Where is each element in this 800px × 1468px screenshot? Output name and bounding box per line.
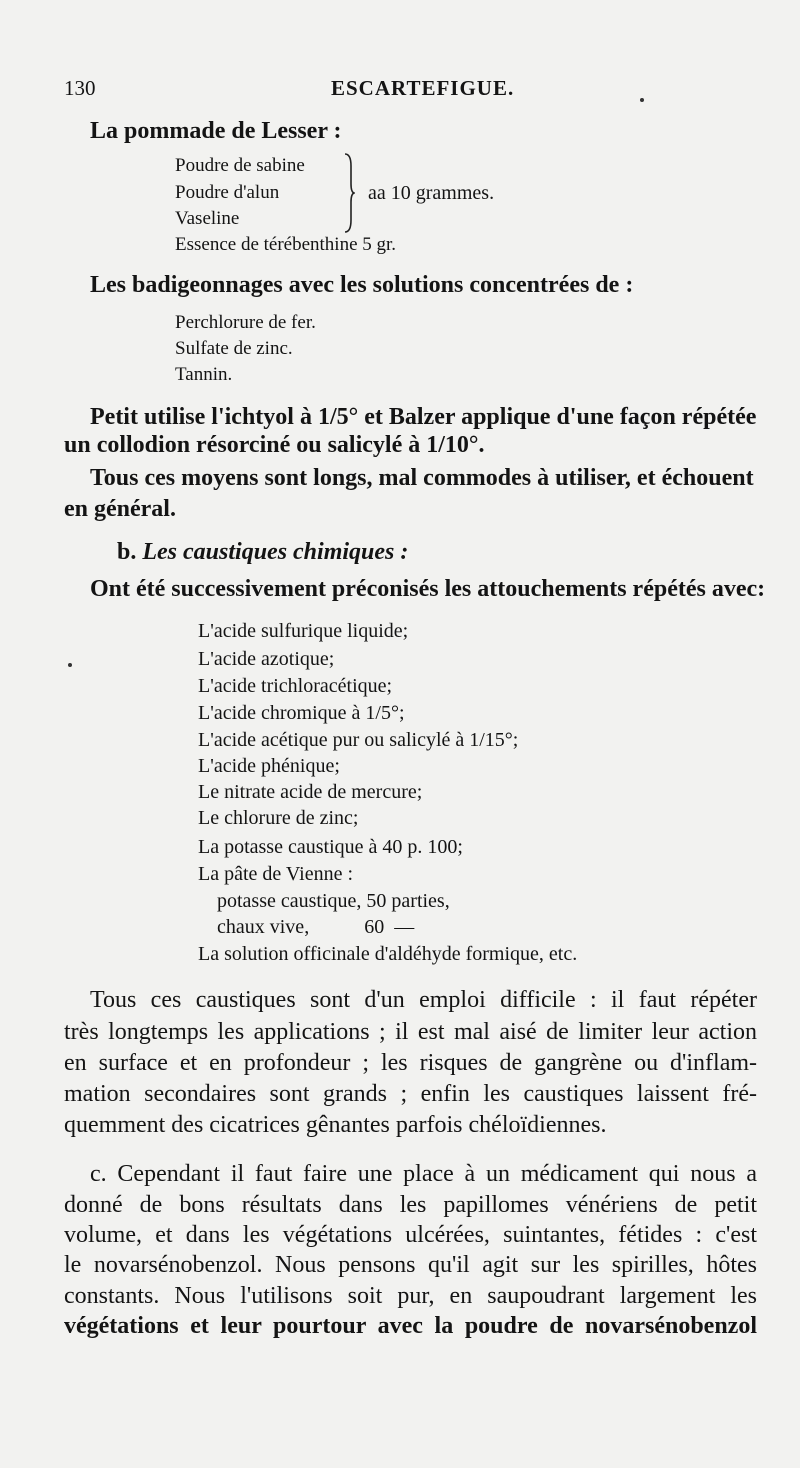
scan-speck — [640, 98, 644, 102]
paragraph-line: le novarsénobenzol. Nous pensons qu'il agit sur les spirilles, hôtes — [64, 1252, 757, 1278]
paragraph-line: Petit utilise l'ichtyol à 1/5° et Balzer applique d'une façon répétée — [90, 404, 757, 430]
paragraph-line: quemment des cicatrices gênantes parfois chéloïdiennes. — [64, 1112, 607, 1138]
caustic-item: La pâte de Vienne : — [198, 863, 354, 885]
caustic-item: L'acide sulfurique liquide; — [198, 620, 409, 642]
curly-brace-icon — [343, 152, 355, 234]
caustic-item: L'acide phénique; — [198, 755, 340, 777]
paragraph-line: mation secondaires sont grands ; enfin les caustiques laissent fré- — [64, 1081, 757, 1107]
paragraph-line: volume, et dans les végétations ulcérées, suintantes, fétides : c'est — [64, 1222, 757, 1248]
paragraph-line: en général. — [64, 496, 176, 522]
lesser-title: La pommade de Lesser : — [90, 118, 342, 144]
page-number: 130 — [64, 76, 96, 100]
caustic-item: La solution officinale d'aldéhyde formique, etc. — [198, 943, 578, 965]
section-b-intro: Ont été successivement préconisés les attouchements répétés avec: — [90, 576, 766, 602]
lesser-extra: Essence de térébenthine 5 gr. — [175, 234, 397, 255]
caustic-item: chaux vive, 60 — — [217, 916, 415, 938]
paragraph-line: en surface et en profondeur ; les risques de gangrène ou d'inflam- — [64, 1050, 757, 1076]
caustic-item: L'acide trichloracétique; — [198, 675, 393, 697]
paragraph-line: c. Cependant il faut faire une place à un médicament qui nous a — [90, 1161, 757, 1187]
paragraph-line: Tous ces moyens sont longs, mal commodes à utiliser, et échouent — [90, 465, 754, 491]
lesser-item: Poudre d'alun — [175, 182, 280, 203]
badigeonnages-title: Les badigeonnages avec les solutions concentrées de : — [90, 272, 634, 298]
caustic-item: Le nitrate acide de mercure; — [198, 781, 423, 803]
lesser-item: Vaseline — [175, 208, 240, 229]
lesser-item: Poudre de sabine — [175, 155, 305, 176]
lesser-dosage: aa 10 grammes. — [368, 182, 495, 204]
caustic-item: La potasse caustique à 40 p. 100; — [198, 836, 463, 858]
paragraph-line: très longtemps les applications ; il est mal aisé de limiter leur action — [64, 1019, 757, 1045]
section-b-heading — [117, 539, 408, 566]
caustic-item: L'acide acétique pur ou salicylé à 1/15°; — [198, 729, 519, 751]
page-header — [0, 76, 800, 108]
running-title: ESCARTEFIGUE. — [331, 76, 515, 100]
section-letter: b. — [117, 539, 137, 565]
paragraph-line: donné de bons résultats dans les papillomes vénériens de petit — [64, 1192, 757, 1218]
paragraph-line: constants. Nous l'utilisons soit pur, en saupoudrant largement les — [64, 1283, 757, 1309]
paragraph-line: un collodion résorciné ou salicylé à 1/10°. — [64, 432, 485, 458]
badigeonnages-item: Tannin. — [175, 364, 233, 385]
paragraph-line: végétations et leur pourtour avec la poudre de novarsénobenzol — [64, 1313, 757, 1339]
caustic-item: L'acide azotique; — [198, 648, 335, 670]
caustic-item: L'acide chromique à 1/5°; — [198, 702, 405, 724]
scan-speck — [68, 663, 72, 667]
section-title: Les caustiques chimiques : — [142, 539, 409, 565]
caustic-item: Le chlorure de zinc; — [198, 807, 359, 829]
badigeonnages-item: Sulfate de zinc. — [175, 338, 293, 359]
badigeonnages-item: Perchlorure de fer. — [175, 312, 316, 333]
caustic-item: potasse caustique, 50 parties, — [217, 890, 450, 912]
paragraph-line: Tous ces caustiques sont d'un emploi difficile : il faut répéter — [90, 987, 757, 1013]
